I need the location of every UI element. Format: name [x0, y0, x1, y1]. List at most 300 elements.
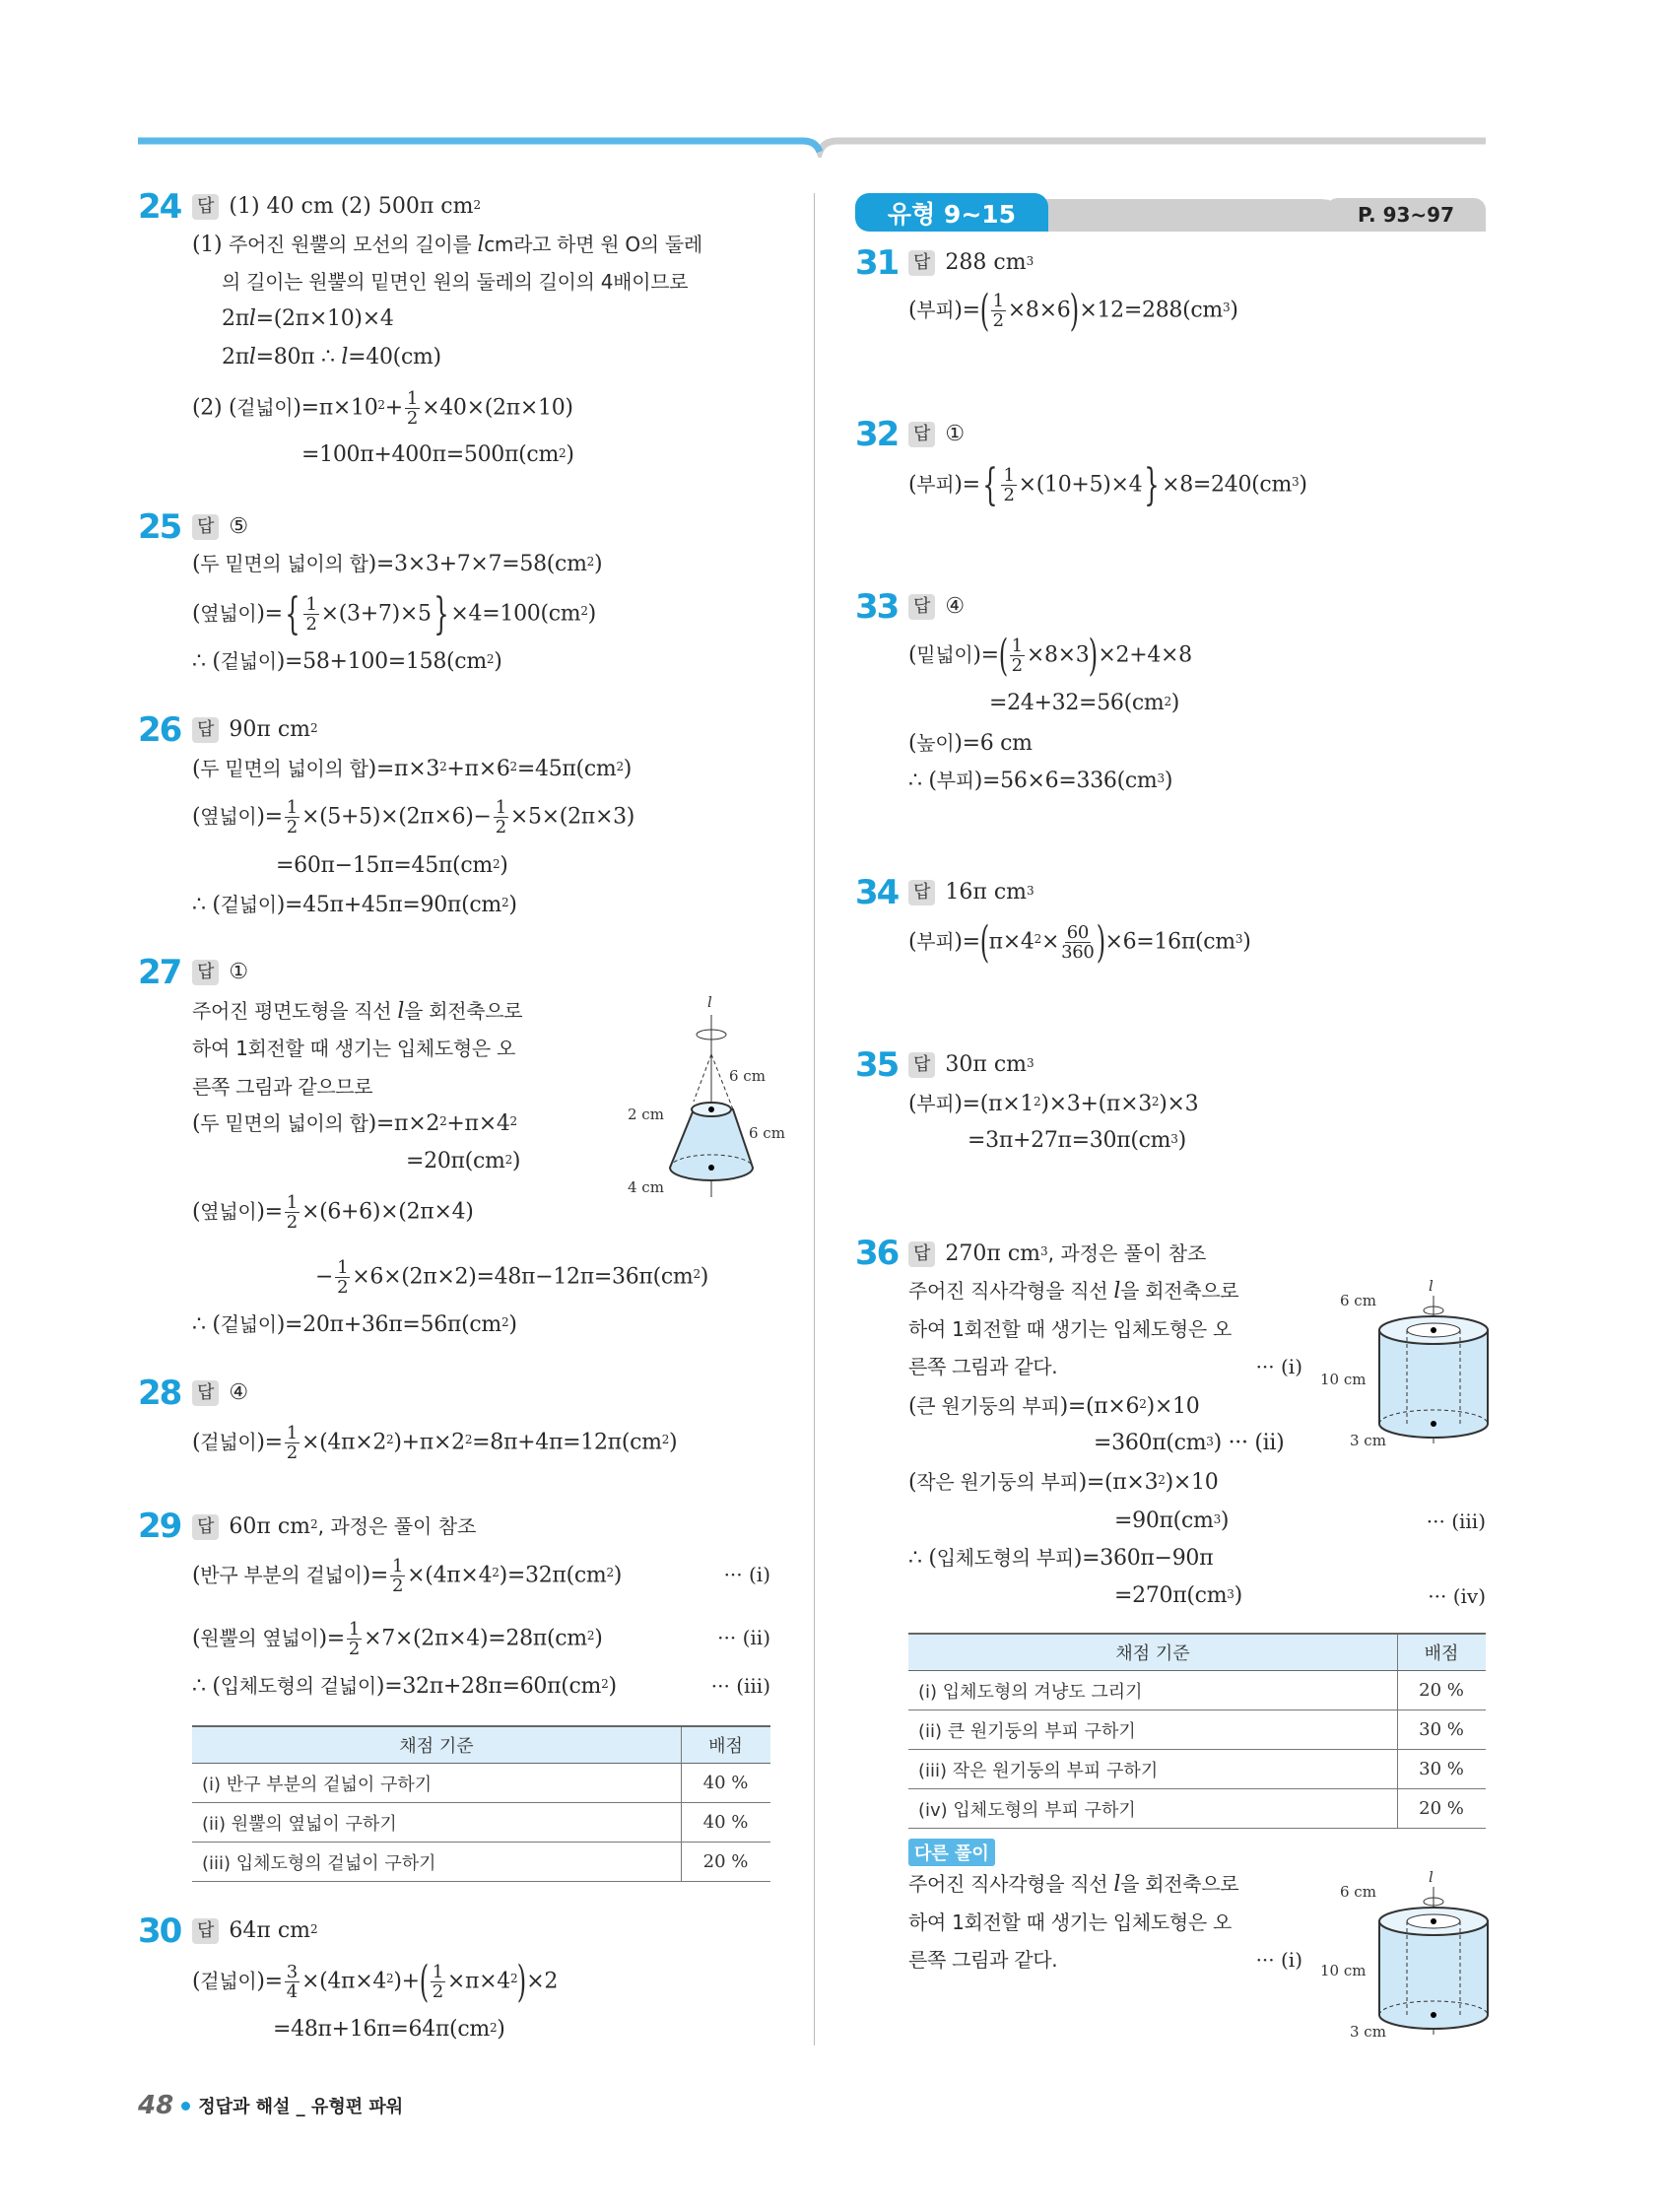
bracket: ( — [419, 1956, 429, 2007]
math-text: 30π cm — [945, 1052, 1028, 1077]
bracket: ) — [1070, 285, 1080, 336]
answer-line — [908, 587, 965, 627]
numerator: 1 — [495, 797, 506, 818]
math-text: ( — [908, 472, 917, 498]
solution-line — [1114, 1504, 1229, 1539]
superscript: 2 — [386, 1433, 394, 1446]
solution-line — [908, 1866, 1238, 1903]
answer-badge: 답 — [192, 717, 219, 743]
table-cell: (iii) 입체도형의 겉넓이 구하기 — [192, 1843, 682, 1882]
solution-line — [192, 1307, 517, 1343]
superscript: 3 — [1157, 771, 1165, 785]
answer-value — [229, 1507, 476, 1547]
math-text: ×2+4×8 — [1098, 642, 1192, 668]
superscript: 2 — [486, 652, 495, 666]
superscript: 2 — [601, 1677, 609, 1691]
math-text: ( — [908, 1092, 917, 1116]
superscript: 3 — [1027, 884, 1034, 898]
math-text: )= — [256, 1969, 283, 1994]
solution-line — [1094, 1426, 1284, 1461]
fraction — [1061, 923, 1094, 962]
table-cell: 20 % — [1398, 1671, 1487, 1710]
answer-value — [229, 187, 481, 227]
bullet-icon — [181, 2102, 190, 2111]
math-text: ×(4π×4 — [407, 1563, 493, 1588]
superscript: 3 — [1026, 254, 1034, 268]
math-text: ×40×(2π×10) — [422, 395, 573, 421]
math-text: =48π+16π=64π(cm — [273, 2017, 490, 2042]
superscript: 2 — [1034, 1095, 1041, 1108]
math-text: =24+32=56(cm — [989, 691, 1165, 715]
bracket: ( — [979, 285, 989, 336]
scoring-table — [192, 1725, 770, 1882]
table-cell: 40 % — [682, 1764, 771, 1803]
math-text: ) — [587, 601, 596, 627]
math-text: ( — [192, 1969, 201, 1994]
math-text: )=45π+45π=90π(cm — [276, 893, 501, 917]
math-text: )= — [362, 1563, 388, 1588]
solution-line — [908, 630, 1192, 681]
fraction — [1001, 466, 1016, 504]
solution-line — [222, 340, 441, 375]
math-text: ×6×(2π×2)=48π−12π=36π(cm — [352, 1264, 694, 1290]
math-text: ×8×3 — [1026, 642, 1090, 668]
step-marker: ··· (iii) — [1426, 1509, 1486, 1533]
solution-line — [192, 227, 702, 263]
korean-text: 주어진 직사각형을 직선 — [908, 1872, 1114, 1896]
math-text: ∴ ( — [908, 769, 937, 793]
math-text: (1) 40 cm (2) 500π cm — [229, 194, 474, 219]
math-text: ( — [192, 1199, 201, 1225]
answer-badge: 답 — [908, 1241, 935, 1267]
table-row — [908, 1789, 1486, 1829]
answer-badge: 답 — [192, 1380, 219, 1406]
korean-text: 높이 — [916, 731, 955, 755]
korean-text: 겉넓이 — [220, 893, 277, 916]
math-text: (2) ( — [192, 395, 237, 421]
superscript: 3 — [1040, 1244, 1048, 1258]
math-text: ×12=288(cm — [1079, 298, 1223, 323]
math-text: )=32π+28π=60π(cm — [375, 1674, 602, 1699]
dimension-label: 6 cm — [1340, 1292, 1376, 1309]
korean-text: 두 밑면의 넓이의 합 — [200, 552, 368, 575]
solution-line — [192, 389, 573, 428]
step-marker: ··· (i) — [1255, 1355, 1302, 1378]
math-text: =20π(cm — [406, 1149, 505, 1173]
superscript: 2 — [439, 1114, 447, 1128]
numerator: 1 — [992, 291, 1004, 311]
superscript: 2 — [580, 604, 588, 618]
superscript: 3 — [1292, 475, 1300, 489]
solution-line — [192, 1031, 515, 1067]
korean-text: 두 밑면의 넓이의 합 — [200, 757, 368, 780]
table-header: 채점 기준 — [908, 1634, 1398, 1671]
denominator: 2 — [392, 1575, 404, 1596]
problem-number: 31 — [855, 243, 899, 283]
dimension-label: 10 cm — [1320, 1962, 1367, 1979]
math-text: ( — [908, 298, 917, 323]
superscript: 2 — [310, 721, 318, 735]
math-text: =3π+27π=30π(cm — [967, 1128, 1171, 1153]
bracket: ) — [1096, 916, 1105, 968]
math-text: =45π(cm — [516, 757, 617, 781]
denominator: 2 — [348, 1639, 361, 1659]
math-text: ) — [594, 1626, 603, 1651]
denominator: 4 — [286, 1981, 298, 2002]
math-text: ) — [1170, 691, 1180, 715]
answer-value — [229, 1911, 317, 1951]
math-text: =60π−15π=45π(cm — [276, 853, 493, 878]
math-text: ) — [1242, 929, 1251, 955]
answer-value — [945, 873, 1034, 912]
axis-label: l — [1429, 1868, 1434, 1886]
math-text: 64π cm — [229, 1918, 311, 1943]
math-text: )=π×10 — [293, 395, 378, 421]
fraction — [303, 595, 318, 634]
math-text: )=360π−90π — [1073, 1546, 1214, 1571]
korean-text: 옆넓이 — [200, 804, 257, 829]
superscript: 2 — [464, 1433, 473, 1446]
math-text: )=(π×6 — [1059, 1394, 1140, 1419]
table-row — [908, 1750, 1486, 1789]
step-marker: ··· (iv) — [1428, 1584, 1486, 1608]
math-text: )+π×2 — [393, 1430, 465, 1455]
korean-text: 반구 부분의 겉넓이 — [200, 1563, 363, 1587]
table-cell: (iv) 입체도형의 부피 구하기 — [908, 1789, 1398, 1829]
dimension-label: 6 cm — [749, 1124, 785, 1142]
numerator: 1 — [392, 1556, 404, 1576]
math-text: ) — [497, 2017, 505, 2042]
denominator: 2 — [495, 817, 506, 838]
fraction — [347, 1620, 362, 1658]
math-text: ( — [192, 1563, 201, 1588]
answer-value — [945, 1045, 1034, 1085]
dimension-label: 3 cm — [1350, 2023, 1386, 2040]
answer-line — [908, 1234, 1206, 1274]
table-row — [192, 1803, 770, 1843]
axis-label: l — [1429, 1277, 1434, 1295]
math-text: ) — [669, 1430, 678, 1455]
solution-line — [192, 1106, 517, 1142]
solution-line — [192, 643, 502, 680]
fraction — [405, 389, 420, 428]
math-text: )= — [256, 601, 283, 627]
superscript: 2 — [1164, 695, 1171, 708]
answer-badge: 답 — [908, 250, 935, 276]
answer-value — [229, 710, 317, 750]
problem-number: 27 — [138, 953, 181, 992]
math-text: )=6 cm — [954, 731, 1033, 756]
solution-line — [908, 1464, 1218, 1501]
math-text: ∴ ( — [192, 1674, 221, 1699]
math-text: )=(π×1 — [954, 1092, 1034, 1116]
superscript: 3 — [1227, 1587, 1234, 1601]
answer-line — [192, 187, 481, 227]
math-text: ∴ ( — [192, 649, 221, 674]
superscript: 2 — [310, 1922, 318, 1936]
math-text: ) — [508, 1312, 517, 1337]
math-text: × — [1040, 929, 1060, 955]
math-text: ×(4π×2 — [300, 1430, 387, 1455]
fraction — [285, 798, 300, 837]
math-text: 16π cm — [945, 880, 1028, 905]
solution-line — [276, 848, 508, 884]
solution-line — [192, 993, 522, 1030]
solution-line — [908, 763, 1172, 799]
korean-text: 부피 — [916, 472, 955, 497]
superscript: 3 — [1213, 1512, 1221, 1526]
answer-badge: 답 — [192, 194, 219, 220]
superscript: 2 — [500, 896, 509, 909]
bracket: } — [1144, 459, 1160, 510]
math-text: =100π+400π=500π(cm — [301, 442, 560, 467]
math-text: )×10 — [1165, 1470, 1219, 1495]
numerator: 1 — [305, 594, 317, 615]
denominator: 2 — [406, 408, 419, 429]
korean-text: 하여 1회전할 때 생기는 입체도형은 오 — [192, 1037, 516, 1060]
math-text: ×(6+6)×(2π×4) — [300, 1199, 474, 1225]
solution-line — [301, 437, 574, 473]
answer-line — [192, 507, 248, 547]
math-text: )= — [256, 1430, 283, 1455]
problem-number: 28 — [138, 1374, 181, 1413]
answer-badge: 답 — [908, 422, 935, 447]
table-cell: 20 % — [682, 1843, 771, 1882]
answer-value — [945, 587, 965, 627]
math-text: 288 cm — [945, 250, 1027, 275]
answer-line — [192, 1374, 248, 1413]
denominator: 2 — [337, 1277, 349, 1298]
dimension-label: 3 cm — [1350, 1432, 1386, 1448]
denominator: 2 — [432, 1981, 443, 2002]
bracket: } — [433, 588, 449, 639]
variable: l — [1113, 1872, 1121, 1897]
math-text: ) — [500, 853, 508, 878]
math-text: 90π cm — [229, 717, 311, 742]
math-text: ) — [700, 1264, 709, 1290]
korean-text: 겉넓이 — [236, 395, 294, 420]
superscript: 2 — [586, 555, 594, 569]
math-text: ∴ ( — [908, 1546, 937, 1571]
math-text: ) — [1220, 1508, 1230, 1533]
math-text: ×(3+7)×5 — [320, 601, 432, 627]
superscript: 2 — [693, 1267, 701, 1281]
numerator: 1 — [1003, 465, 1015, 486]
math-text: ) — [623, 757, 633, 781]
numerator: 1 — [432, 1962, 443, 1982]
korean-text: 하여 1회전할 때 생기는 입체도형은 오 — [908, 1317, 1233, 1341]
math-text: ① — [945, 422, 966, 446]
math-text: )= — [954, 929, 980, 955]
axis-label: l — [707, 993, 712, 1011]
top-rule — [0, 128, 1668, 158]
solution-line — [222, 302, 394, 337]
math-text: ∴ ( — [192, 893, 221, 917]
fraction — [991, 292, 1006, 330]
solution-line — [192, 798, 634, 837]
problem-number: 35 — [855, 1045, 899, 1085]
problem-number: 36 — [855, 1234, 899, 1273]
math-text: + — [384, 395, 403, 421]
solution-line — [192, 1668, 617, 1705]
table-header: 배점 — [682, 1726, 771, 1764]
superscript: 2 — [504, 1153, 512, 1167]
answer-value — [945, 415, 965, 454]
superscript: 2 — [509, 760, 517, 773]
page-number: 48 — [138, 2091, 174, 2120]
answer-badge: 답 — [192, 960, 219, 985]
variable: l — [341, 345, 349, 369]
math-text: ) ··· (ii) — [1213, 1431, 1285, 1455]
step-marker: ··· (i) — [723, 1563, 770, 1586]
answer-badge: 답 — [192, 1918, 219, 1944]
denominator: 360 — [1061, 942, 1095, 963]
korean-text: 원뿔의 옆넓이 — [200, 1626, 319, 1650]
math-text: 270π cm — [945, 1241, 1041, 1266]
math-text: ) — [1299, 472, 1307, 498]
math-text: )= — [954, 472, 980, 498]
superscript: 3 — [1234, 932, 1243, 946]
math-text: )=32π(cm — [499, 1563, 607, 1588]
korean-text: 부피 — [916, 298, 955, 322]
bracket: ) — [517, 1956, 527, 2007]
superscript: 2 — [492, 1566, 500, 1579]
solution-line — [908, 1311, 1232, 1348]
math-text: )+ — [393, 1969, 420, 1994]
math-text: ① — [229, 960, 249, 984]
math-text: )×3 — [1159, 1092, 1199, 1116]
solution-line — [908, 459, 1307, 510]
math-text: ×5×(2π×3) — [509, 804, 635, 830]
math-text: ④ — [229, 1380, 249, 1405]
table-header: 채점 기준 — [192, 1726, 682, 1764]
math-text: 60π cm — [229, 1514, 311, 1539]
superscript: 2 — [377, 398, 385, 412]
answer-line — [192, 1507, 476, 1547]
korean-text: 밑넓이 — [916, 642, 973, 667]
math-text: )=20π+36π=56π(cm — [276, 1312, 501, 1337]
dimension-label: 2 cm — [628, 1106, 664, 1123]
superscript: 3 — [1206, 1435, 1214, 1448]
problem-number: 24 — [138, 187, 181, 227]
superscript: 2 — [586, 1629, 595, 1642]
numerator: 1 — [337, 1257, 349, 1278]
korean-text: 입체도형의 부피 — [936, 1546, 1074, 1570]
korean-text: , 과정은 풀이 참조 — [317, 1514, 477, 1538]
solution-line — [222, 264, 688, 301]
solution-line — [315, 1258, 708, 1297]
answer-line — [908, 873, 1034, 912]
korean-text: 입체도형의 겉넓이 — [220, 1674, 376, 1698]
table-cell: (ii) 원뿔의 옆넓이 구하기 — [192, 1803, 682, 1843]
math-text: ( — [192, 804, 201, 830]
korean-text: 큰 원기둥의 부피 — [916, 1394, 1060, 1418]
math-text: =80π ∴ — [255, 345, 342, 369]
problem-number: 33 — [855, 587, 899, 627]
answer-value — [945, 1234, 1206, 1274]
math-text: ④ — [945, 594, 966, 619]
denominator: 2 — [305, 614, 317, 635]
solution-line — [908, 1388, 1199, 1425]
superscript: 2 — [616, 760, 624, 773]
denominator: 2 — [1011, 655, 1023, 676]
superscript: 2 — [1158, 1473, 1166, 1487]
solution-line — [192, 1956, 559, 2007]
math-text: ( — [908, 929, 917, 955]
superscript: 2 — [1034, 932, 1041, 946]
scoring-table — [908, 1633, 1486, 1829]
problem-number: 34 — [855, 873, 899, 912]
math-text: ∴ ( — [192, 1312, 221, 1337]
math-text: )=π×3 — [367, 757, 440, 781]
superscript: 2 — [509, 1972, 518, 1985]
answer-line — [192, 710, 318, 750]
korean-text: 른쪽 그림과 같으므로 — [192, 1075, 373, 1099]
cylinder-figure — [1320, 1867, 1498, 2040]
math-text: )=(π×3 — [1078, 1470, 1159, 1495]
math-text: ( — [192, 1626, 201, 1651]
solution-line — [406, 1144, 520, 1179]
korean-text: 두 밑면의 넓이의 합 — [200, 1111, 368, 1135]
solution-line — [908, 1273, 1238, 1309]
answer-value — [229, 507, 248, 547]
solution-line — [192, 1193, 474, 1232]
answer-value — [945, 243, 1034, 283]
numerator: 1 — [286, 1192, 298, 1213]
answer-line — [908, 1045, 1034, 1085]
math-text: ×(10+5)×4 — [1018, 472, 1143, 498]
denominator: 2 — [992, 310, 1004, 331]
math-text: ( — [192, 1430, 201, 1455]
korean-text: 겉넓이 — [200, 1969, 257, 1993]
math-text: ( — [908, 1394, 917, 1419]
cylinder-figure — [1320, 1276, 1498, 1448]
bracket: ( — [998, 630, 1008, 681]
solution-line — [908, 916, 1251, 968]
math-text: ) — [494, 649, 502, 674]
solution-line — [192, 546, 602, 582]
solution-line — [908, 285, 1238, 336]
math-text: ( — [908, 1470, 917, 1495]
math-text: ( — [908, 731, 917, 756]
answer-line — [908, 243, 1034, 283]
variable: l — [248, 306, 256, 331]
bracket: { — [981, 459, 998, 510]
math-text: ) — [566, 442, 574, 467]
problem-number: 32 — [855, 415, 899, 454]
answer-badge: 답 — [908, 880, 935, 905]
math-text: ×8×6 — [1007, 298, 1071, 323]
answer-value — [229, 1374, 248, 1413]
math-text: ×4=100(cm — [450, 601, 581, 627]
math-text: ×7×(2π×4)=28π(cm — [364, 1626, 587, 1651]
math-text: =270π(cm — [1114, 1583, 1228, 1608]
table-row — [192, 1843, 770, 1882]
korean-text: , 과정은 풀이 참조 — [1047, 1241, 1207, 1265]
table-cell: (ii) 큰 원기둥의 부피 구하기 — [908, 1710, 1398, 1750]
problem-number: 29 — [138, 1507, 181, 1546]
korean-text: 부피 — [916, 1092, 955, 1115]
superscript: 2 — [1139, 1397, 1147, 1411]
korean-text: 른쪽 그림과 같다. — [908, 1355, 1058, 1378]
math-text: )= — [954, 298, 980, 323]
korean-text: 부피 — [916, 929, 955, 954]
solution-line — [989, 686, 1179, 721]
math-text: )×3+(π×3 — [1040, 1092, 1152, 1116]
korean-text: 을 회전축으로 — [1120, 1872, 1239, 1896]
math-text: =8π+4π=12π(cm — [472, 1430, 662, 1455]
korean-text: 하여 1회전할 때 생기는 입체도형은 오 — [908, 1910, 1233, 1934]
